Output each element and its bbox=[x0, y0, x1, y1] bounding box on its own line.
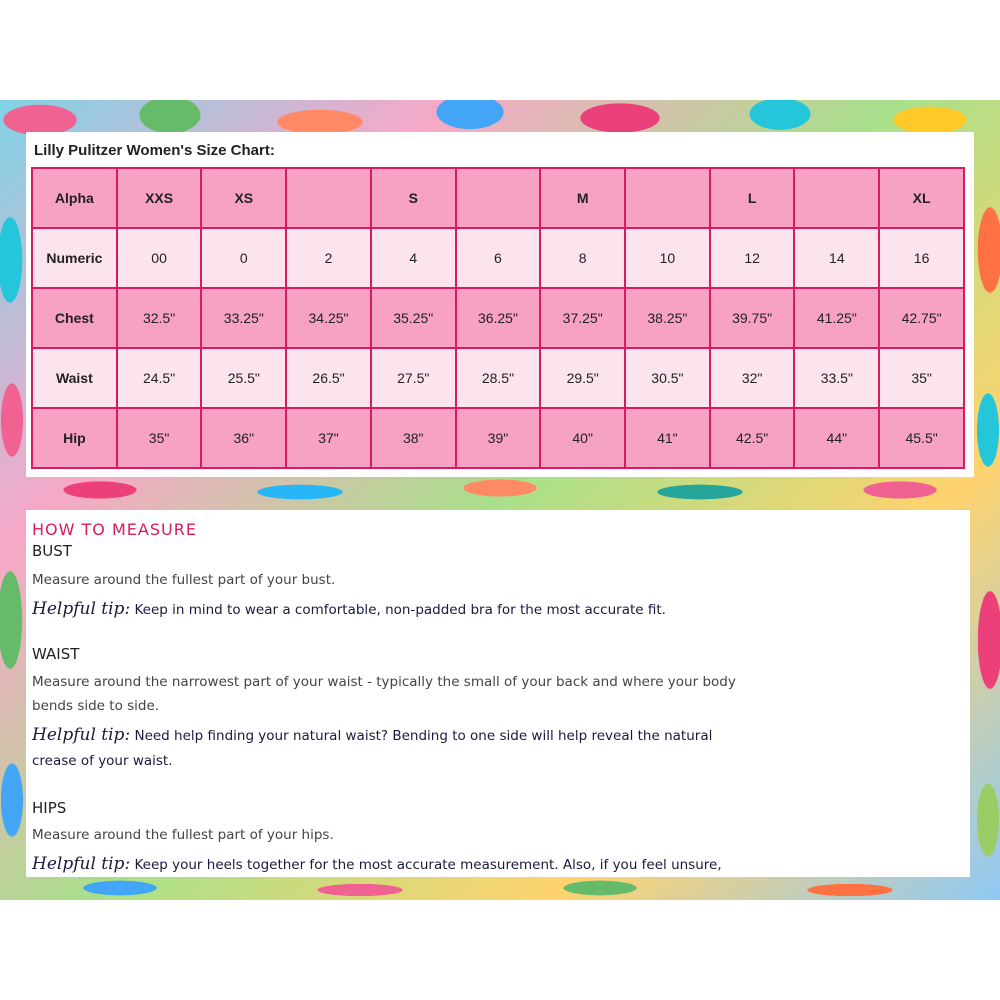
size-cell: 40" bbox=[540, 408, 625, 468]
size-cell: 39.75" bbox=[710, 288, 795, 348]
size-chart-panel bbox=[26, 132, 974, 477]
waist-tip bbox=[32, 722, 832, 749]
size-cell: 42.75" bbox=[879, 288, 964, 348]
waist-description-line-2: bends side to side. bbox=[32, 698, 160, 714]
size-cell: 10 bbox=[625, 228, 710, 288]
size-cell: L bbox=[710, 168, 795, 228]
size-cell: 24.5" bbox=[117, 348, 202, 408]
row-label: Waist bbox=[32, 348, 117, 408]
size-chart-row-alpha bbox=[32, 168, 964, 228]
how-to-measure-panel bbox=[26, 510, 970, 877]
bust-tip bbox=[32, 596, 832, 623]
size-cell: 27.5" bbox=[371, 348, 456, 408]
size-chart-row-hip bbox=[32, 408, 964, 468]
size-cell bbox=[625, 168, 710, 228]
hips-tip-label: Helpful tip: bbox=[32, 854, 131, 874]
bust-heading: BUST bbox=[32, 542, 72, 560]
size-chart-row-waist bbox=[32, 348, 964, 408]
waist-tip-label: Helpful tip: bbox=[32, 725, 131, 745]
size-cell: 12 bbox=[710, 228, 795, 288]
size-cell: 35" bbox=[117, 408, 202, 468]
hips-description: Measure around the fullest part of your hips. bbox=[32, 827, 334, 843]
size-cell: 38.25" bbox=[625, 288, 710, 348]
size-cell: 39" bbox=[456, 408, 541, 468]
size-cell: 36.25" bbox=[456, 288, 541, 348]
waist-description-line-1: Measure around the narrowest part of your waist - typically the small of your back and where your body bbox=[32, 674, 736, 690]
hips-tip-text: Keep your heels together for the most accurate measurement. Also, if you feel unsure, bbox=[134, 857, 722, 873]
size-cell: 41" bbox=[625, 408, 710, 468]
size-cell: 8 bbox=[540, 228, 625, 288]
size-cell: 28.5" bbox=[456, 348, 541, 408]
size-cell: 25.5" bbox=[201, 348, 286, 408]
size-cell: 33.25" bbox=[201, 288, 286, 348]
hips-heading: HIPS bbox=[32, 799, 67, 817]
size-chart-title: Lilly Pulitzer Women's Size Chart: bbox=[34, 142, 275, 159]
size-chart-table bbox=[31, 167, 965, 469]
size-cell: 35" bbox=[879, 348, 964, 408]
size-cell: 00 bbox=[117, 228, 202, 288]
size-cell: 36" bbox=[201, 408, 286, 468]
row-label: Chest bbox=[32, 288, 117, 348]
size-cell: 4 bbox=[371, 228, 456, 288]
size-cell: S bbox=[371, 168, 456, 228]
size-cell: 16 bbox=[879, 228, 964, 288]
size-cell: 41.25" bbox=[794, 288, 879, 348]
size-cell: 26.5" bbox=[286, 348, 371, 408]
bust-description: Measure around the fullest part of your bust. bbox=[32, 572, 336, 588]
size-cell: 6 bbox=[456, 228, 541, 288]
waist-tip-text-line-1: Need help finding your natural waist? Bending to one side will help reveal the natural bbox=[134, 728, 713, 744]
row-label: Alpha bbox=[32, 168, 117, 228]
size-cell bbox=[286, 168, 371, 228]
size-cell: 37" bbox=[286, 408, 371, 468]
size-chart-row-numeric bbox=[32, 228, 964, 288]
size-cell: XXS bbox=[117, 168, 202, 228]
size-cell: 32.5" bbox=[117, 288, 202, 348]
size-cell: 14 bbox=[794, 228, 879, 288]
size-cell: XL bbox=[879, 168, 964, 228]
size-cell: 2 bbox=[286, 228, 371, 288]
row-label: Numeric bbox=[32, 228, 117, 288]
bust-tip-text: Keep in mind to wear a comfortable, non-padded bra for the most accurate fit. bbox=[134, 602, 666, 618]
how-to-measure-heading: HOW TO MEASURE bbox=[32, 520, 197, 539]
size-cell: 45.5" bbox=[879, 408, 964, 468]
row-label: Hip bbox=[32, 408, 117, 468]
size-cell: 38" bbox=[371, 408, 456, 468]
size-cell: 0 bbox=[201, 228, 286, 288]
floral-print-background bbox=[0, 100, 1000, 900]
bust-tip-label: Helpful tip: bbox=[32, 599, 131, 619]
size-cell: 30.5" bbox=[625, 348, 710, 408]
waist-tip-line-2: crease of your waist. bbox=[32, 753, 173, 769]
size-cell: 35.25" bbox=[371, 288, 456, 348]
size-cell: XS bbox=[201, 168, 286, 228]
size-chart-row-chest bbox=[32, 288, 964, 348]
size-cell bbox=[456, 168, 541, 228]
size-cell: 29.5" bbox=[540, 348, 625, 408]
hips-tip bbox=[32, 851, 832, 878]
size-cell: 42.5" bbox=[710, 408, 795, 468]
size-cell: 34.25" bbox=[286, 288, 371, 348]
waist-heading: WAIST bbox=[32, 645, 80, 663]
size-cell: 33.5" bbox=[794, 348, 879, 408]
size-cell: 37.25" bbox=[540, 288, 625, 348]
size-cell: M bbox=[540, 168, 625, 228]
size-cell: 44" bbox=[794, 408, 879, 468]
size-cell: 32" bbox=[710, 348, 795, 408]
size-cell bbox=[794, 168, 879, 228]
